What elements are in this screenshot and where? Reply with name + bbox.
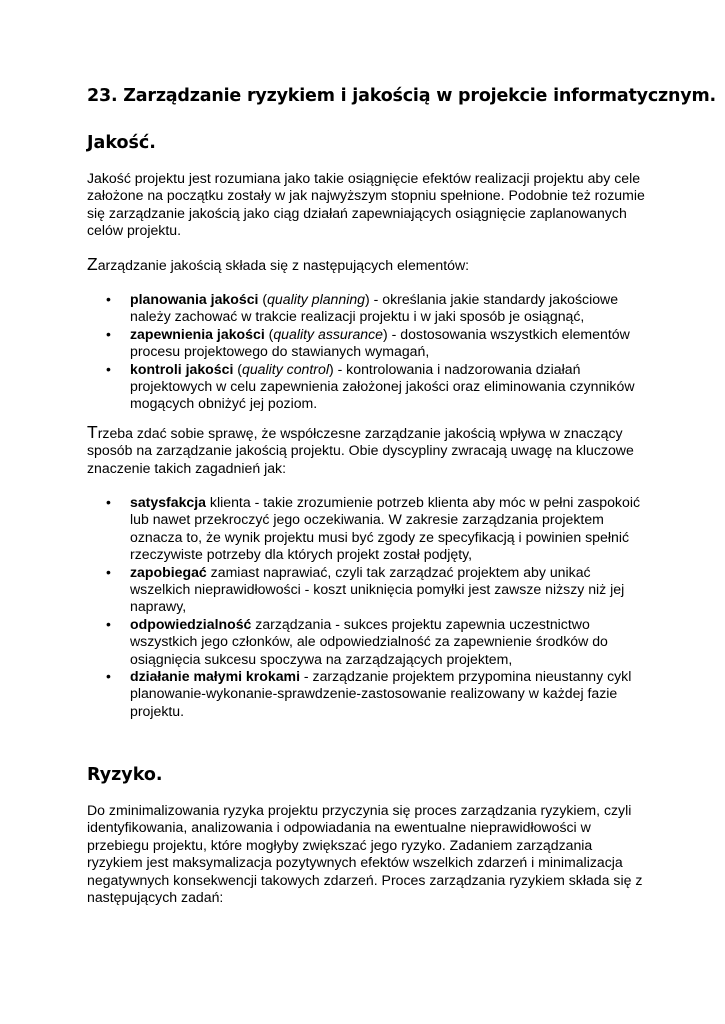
term: zapobiegać xyxy=(130,563,207,580)
term: odpowiedzialność xyxy=(130,615,252,632)
description: zarządzania - sukces projektu zapewnia uczestnictwo wszystkich jego członków, ale odpowiedzialność za zapewnienie środków do osiągnięcia sukcesu spoczywa na zarządzających projektem, xyxy=(130,615,608,667)
paren: ( xyxy=(233,360,242,377)
lead-text: arządzanie jakością składa się z następujących elementów: xyxy=(97,257,470,273)
description: - zarządzanie projektem przypomina nieustanny cykl planowanie-wykonanie-sprawdzenie-zastosowanie realizowany w każdej fazie projektu. xyxy=(130,668,632,719)
quality-heading: Jakość. xyxy=(87,133,156,153)
quality-awareness xyxy=(87,424,647,477)
list-item xyxy=(130,291,640,326)
quality-elements-lead xyxy=(87,256,647,274)
risk-intro: Do zminimalizowania ryzyka projektu przyczynia się proces zarządzania ryzykiem, czyli identyfikowania, analizowania i odpowiadania na ewentualne nieprawidłowości w przebiegu projektu, które mogłyby zwiększać jego ryzyko. Zadaniem zarządzania ryzykiem jest maksymalizacja pozytywnych efektów wszelkich zdarzeń i minimalizacja negatywnych konsekwencji takowych zdarzeń. Proces zarządzania ryzykiem składa się z następujących zadań: xyxy=(87,802,643,906)
paren: ( xyxy=(258,291,268,307)
awareness-text: rzeba zdać sobie sprawę, że współczesne zarządzanie jakością wpływa w znaczący sposób na zarządzanie jakością projektu. Obie dyscypliny zwracają uwagę na kluczowe znaczenie takich zagadnień jak: xyxy=(87,425,634,476)
list-item xyxy=(130,494,640,564)
list-item xyxy=(130,668,640,720)
description: klienta - takie zrozumienie potrzeb klienta aby móc w pełni zaspokoić lub nawet przekroczyć jego oczekiwania. W zakresie zarządzania projektem oznacza to, że wynik projektu musi być zgody ze specyfikacją i powinien spełnić rzeczywiste potrzeby dla których projekt został podjęty, xyxy=(130,494,640,563)
list-item xyxy=(130,361,640,413)
list-item xyxy=(130,616,640,668)
quality-intro: Jakość projektu jest rozumiana jako takie osiągnięcie efektów realizacji projektu aby cele założone na początku zostały w jak najwyższym stopniu spełnione. Podobnie też rozumie się zarządzanie jakością jako ciąg działań zapewniających osiągnięcie zaplanowanych celów projektu. xyxy=(87,170,645,239)
risk-heading: Ryzyko. xyxy=(87,765,163,785)
drop-letter: T xyxy=(87,422,98,442)
term-english: quality control xyxy=(242,360,329,377)
description: ) - kontrolowania i nadzorowania działań projektowych w celu zapewnienia założonej jakości oraz eliminowania czynników mogących obniżyć jej poziom. xyxy=(130,360,635,412)
page-title: 23. Zarządzanie ryzykiem i jakością w projekcie informatycznym. xyxy=(87,86,716,106)
description: ) - określania jakie standardy jakościowe należy zachować w trakcie realizacji projektu i w jaki sposób je osiągnąć, xyxy=(130,291,619,325)
term: zapewnienia jakości xyxy=(130,325,265,342)
drop-letter: Z xyxy=(87,254,98,274)
quality-elements-list xyxy=(130,291,640,413)
paren: ( xyxy=(264,325,274,342)
description: zamiast naprawiać, czyli tak zarządzać projektem aby unikać wszelkich nieprawidłowości - koszt uniknięcia pomyłki jest zawsze niższy niż jej naprawy, xyxy=(130,563,625,615)
quality-issues-list xyxy=(130,494,640,720)
list-item xyxy=(130,326,640,361)
list-item xyxy=(130,564,640,616)
description: ) - dostosowania wszystkich elementów procesu projektowego do stawianych wymagań, xyxy=(130,325,630,360)
term: działanie małymi krokami xyxy=(130,668,300,685)
term: planowania jakości xyxy=(130,291,259,307)
term: satysfakcja xyxy=(130,494,207,510)
term-english: quality assurance xyxy=(273,325,384,342)
term: kontroli jakości xyxy=(130,360,234,377)
term-english: quality planning xyxy=(267,291,366,307)
